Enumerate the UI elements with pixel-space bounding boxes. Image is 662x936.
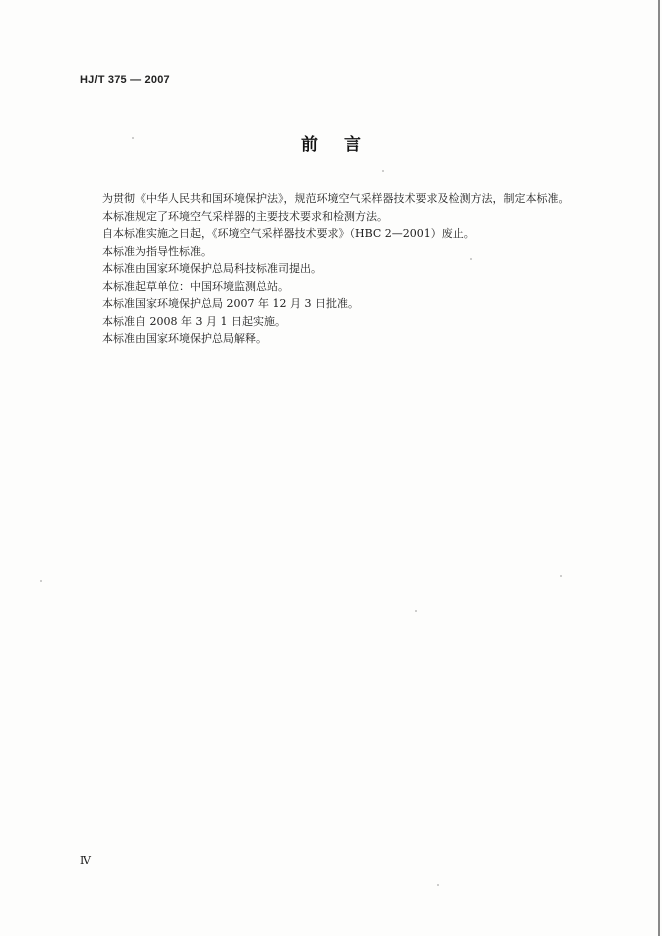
paragraph-scope: 本标准规定了环境空气采样器的主要技术要求和检测方法。 — [102, 209, 388, 223]
paragraph-replacement: 自本标准实施之日起，《环境空气采样器技术要求》（HBC 2—2001）废止。 — [102, 227, 475, 240]
paragraph-implementation: 本标准自 2008 年 3 月 1 日起实施。 — [102, 314, 286, 328]
scan-speck — [40, 580, 42, 582]
paragraph-purpose: 为贯彻《中华人民共和国环境保护法》，规范环境空气采样器技术要求及检测方法，制定本标准。 — [102, 192, 570, 205]
paragraph-interpretation: 本标准由国家环境保护总局解释。 — [102, 332, 267, 345]
paragraph-drafting-unit: 本标准起草单位：中国环境监测总站。 — [102, 279, 289, 293]
foreword-body — [80, 190, 600, 348]
page-number: Ⅳ — [80, 855, 91, 867]
paragraph-approval: 本标准国家环境保护总局 2007 年 12 月 3 日批准。 — [102, 297, 359, 310]
scan-speck — [415, 610, 417, 612]
paragraph-nature: 本标准为指导性标准。 — [102, 244, 212, 258]
standard-code-header: HJ/T 375 — 2007 — [80, 74, 170, 86]
scan-speck — [132, 137, 134, 139]
paragraph-proposer: 本标准由国家环境保护总局科技标准司提出。 — [102, 262, 322, 275]
scan-speck — [560, 575, 562, 577]
scan-speck — [382, 170, 384, 172]
scan-speck — [437, 884, 439, 886]
scan-speck — [470, 258, 472, 260]
page-title: 前言 — [301, 135, 387, 155]
